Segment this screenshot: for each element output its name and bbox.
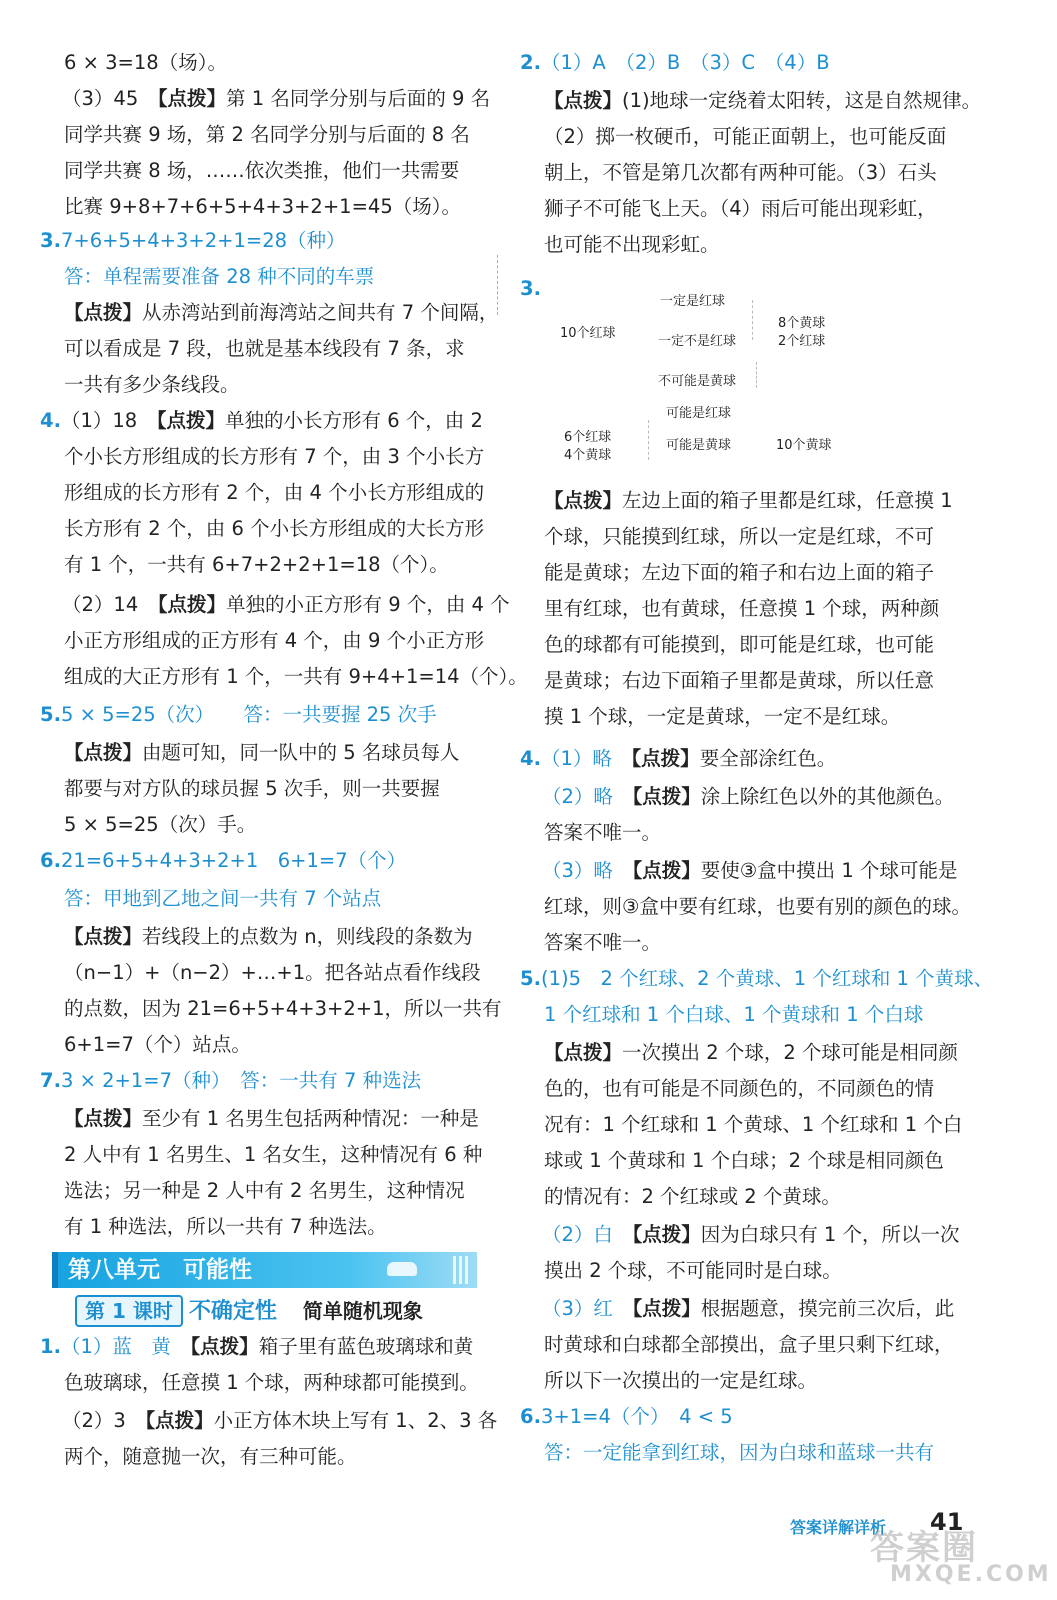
column-divider [497,255,499,315]
text-line: 选法；另一种是 2 人中有 2 名男生，这种情况 [64,1179,465,1202]
footer-label: 答案详解详析 [790,1518,887,1537]
text-line: 同学共赛 9 场，第 2 名同学分别与后面的 8 名 [64,123,470,146]
text-line: 答案不唯一。 [544,821,662,844]
answer-line: 1 个红球和 1 个白球、1 个黄球和 1 个白球 [544,1003,924,1026]
text-line: 【点拨】(1)地球一定绕着太阳转，这是自然规律。 [544,89,982,112]
text-line: 长方形有 2 个，由 6 个小长方形组成的大长方形 [64,517,485,540]
text-line: （2）白 【点拨】因为白球只有 1 个，所以一次 [542,1223,960,1246]
text-line: 个球，只能摸到红球，所以一定是红球，不可 [544,525,935,548]
text-line: 6 × 3=18（场）。 [64,51,227,74]
lesson-heading [75,1294,423,1328]
dashed-line [756,362,757,388]
question-1: 1.（1）蓝 黄 【点拨】箱子里有蓝色玻璃球和黄 [40,1335,474,1358]
question-6r: 6.3+1=4（个） 4 < 5 [520,1405,733,1428]
text-line: 能是黄球；左边下面的箱子和右边上面的箱子 [544,561,935,584]
answer-line: 答：一定能拿到红球，因为白球和蓝球一共有 [544,1441,935,1464]
text-line: 5 × 5=25（次）手。 [64,813,257,836]
box-top-right-2: 2个红球 [778,334,826,349]
text-line: 【点拨】左边上面的箱子里都是红球，任意摸 1 [544,489,953,512]
question-3-label: 3. [520,277,541,300]
text-line: 是黄球；右边下面箱子里都是黄球，所以任意 [544,669,935,692]
match-item-3: 不可能是黄球 [658,374,737,389]
text-line: 有 1 个，一共有 6+7+2+2+1=18（个）。 [64,553,449,576]
lesson-badge: 第 1 课时 [75,1295,183,1327]
question-2: 2.（1）A （2）B （3）C （4）B [520,51,830,74]
stripes-decoration [453,1256,471,1284]
car-icon [387,1262,417,1276]
watermark-url: MXQE.COM [890,1562,1052,1587]
text-line: 里有红球，也有黄球，任意摸 1 个球，两种颜 [544,597,940,620]
text-line: （2）3 【点拨】小正方体木块上写有 1、2、3 各 [62,1409,498,1432]
text-line: 况有：1 个红球和 1 个黄球、1 个红球和 1 个白 [544,1113,963,1136]
box-top-right-1: 8个黄球 [778,316,826,331]
text-line: 都要与对方队的球员握 5 次手，则一共要握 [64,777,440,800]
text-line: 可以看成是 7 段，也就是基本线段有 7 条，求 [64,337,465,360]
text-line: 色玻璃球，任意摸 1 个球，两种球都可能摸到。 [64,1371,479,1394]
text-line: 摸 1 个球，一定是黄球，一定不是红球。 [544,705,901,728]
question-5: 5.5 × 5=25（次） 答：一共要握 25 次手 [40,703,437,726]
text-line: 【点拨】至少有 1 名男生包括两种情况：一种是 [64,1107,479,1130]
dashed-line [752,300,753,340]
question-5r: 5.(1)5 2 个红球、2 个黄球、1 个红球和 1 个黄球、 [520,967,994,990]
question-6: 6.21=6+5+4+3+2+1 6+1=7（个） [40,849,407,872]
text-line: （3）45 【点拨】第 1 名同学分别与后面的 9 名 [62,87,491,110]
box-bottom-left-2: 4个黄球 [564,448,612,463]
text-line: 时黄球和白球都全部摸出，盒子里只剩下红球， [544,1333,954,1356]
text-line: 的点数，因为 21=6+5+4+3+2+1，所以一共有 [64,997,502,1020]
text-line: 球或 1 个黄球和 1 个白球；2 个球是相同颜色 [544,1149,944,1172]
match-item-1: 一定是红球 [660,294,726,309]
text-line: 有 1 种选法，所以一共有 7 种选法。 [64,1215,387,1238]
text-line: 答案不唯一。 [544,931,662,954]
text-line: （3）红 【点拨】根据题意，摸完前三次后，此 [542,1297,955,1320]
box-top-left: 10个红球 [560,326,616,341]
match-item-5: 可能是黄球 [666,438,732,453]
text-line: 【点拨】一次摸出 2 个球，2 个球可能是相同颜 [544,1041,958,1064]
text-line: 组成的大正方形有 1 个，一共有 9+4+1=14（个）。 [64,665,528,688]
matching-diagram [520,280,970,470]
text-line: 同学共赛 8 场，……依次类推，他们一共需要 [64,159,460,182]
text-line: （2）掷一枚硬币，可能正面朝上，也可能反面 [544,125,947,148]
unit-title-banner [52,1252,477,1288]
text-line: 小正方形组成的正方形有 4 个，由 9 个小正方形 [64,629,485,652]
text-line: 比赛 9+8+7+6+5+4+3+2+1=45（场）。 [64,195,461,218]
text-line: （2）14 【点拨】单独的小正方形有 9 个，由 4 个 [62,593,510,616]
text-line: 一共有多少条线段。 [64,373,240,396]
question-3: 3.7+6+5+4+3+2+1=28（种） [40,229,346,252]
text-line: 也可能不出现彩虹。 [544,233,720,256]
answer-line: 答：单程需要准备 28 种不同的车票 [64,265,375,288]
text-line: 2 人中有 1 名男生、1 名女生，这种情况有 6 种 [64,1143,483,1166]
text-line: 【点拨】从赤湾站到前海湾站之间共有 7 个间隔， [64,301,499,324]
text-line: 色的，也有可能是不同颜色的，不同颜色的情 [544,1077,935,1100]
text-line: 朝上，不管是第几次都有两种可能。（3）石头 [544,161,937,184]
question-4r: 4.（1）略 【点拨】要全部涂红色。 [520,747,837,770]
question-4: 4.（1）18 【点拨】单独的小长方形有 6 个，由 2 [40,409,483,432]
page-number: 41 [930,1508,964,1536]
text-line: 的情况有：2 个红球或 2 个黄球。 [544,1185,841,1208]
text-line: 狮子不可能飞上天。（4）雨后可能出现彩虹， [544,197,937,220]
watermark-logo: 答案圈 [870,1528,978,1568]
text-line: 【点拨】由题可知，同一队中的 5 名球员每人 [64,741,460,764]
question-7: 7.3 × 2+1=7（种） 答：一共有 7 种选法 [40,1069,422,1092]
lesson-subtitle: 简单随机现象 [302,1299,423,1323]
dashed-line [648,420,649,460]
text-line: 红球，则③盒中要有红球，也要有别的颜色的球。 [544,895,971,918]
text-line: 【点拨】若线段上的点数为 n，则线段的条数为 [64,925,473,948]
text-line: 两个，随意抛一次，有三种可能。 [64,1445,357,1468]
text-line: （n−1）+（n−2）+…+1。把各站点看作线段 [64,961,481,984]
text-line: 摸出 2 个球，不可能同时是白球。 [544,1259,842,1282]
match-item-2: 一定不是红球 [658,334,737,349]
text-line: 个小长方形组成的长方形有 7 个，由 3 个小长方 [64,445,485,468]
answer-line: 答：甲地到乙地之间一共有 7 个站点 [64,887,382,910]
text-line: 色的球都有可能摸到，即可能是红球，也可能 [544,633,935,656]
match-item-4: 可能是红球 [666,406,732,421]
text-line: 6+1=7（个）站点。 [64,1033,251,1056]
box-bottom-left-1: 6个红球 [564,430,612,445]
text-line: 形组成的长方形有 2 个，由 4 个小长方形组成的 [64,481,485,504]
unit-title: 第八单元 可能性 [68,1257,252,1283]
text-line: （3）略 【点拨】要使③盒中摸出 1 个球可能是 [542,859,958,882]
box-bottom-right: 10个黄球 [776,438,832,453]
lesson-title: 不确定性 [188,1299,277,1324]
text-line: 所以下一次摸出的一定是红球。 [544,1369,818,1392]
text-line: （2）略 【点拨】涂上除红色以外的其他颜色。 [542,785,955,808]
